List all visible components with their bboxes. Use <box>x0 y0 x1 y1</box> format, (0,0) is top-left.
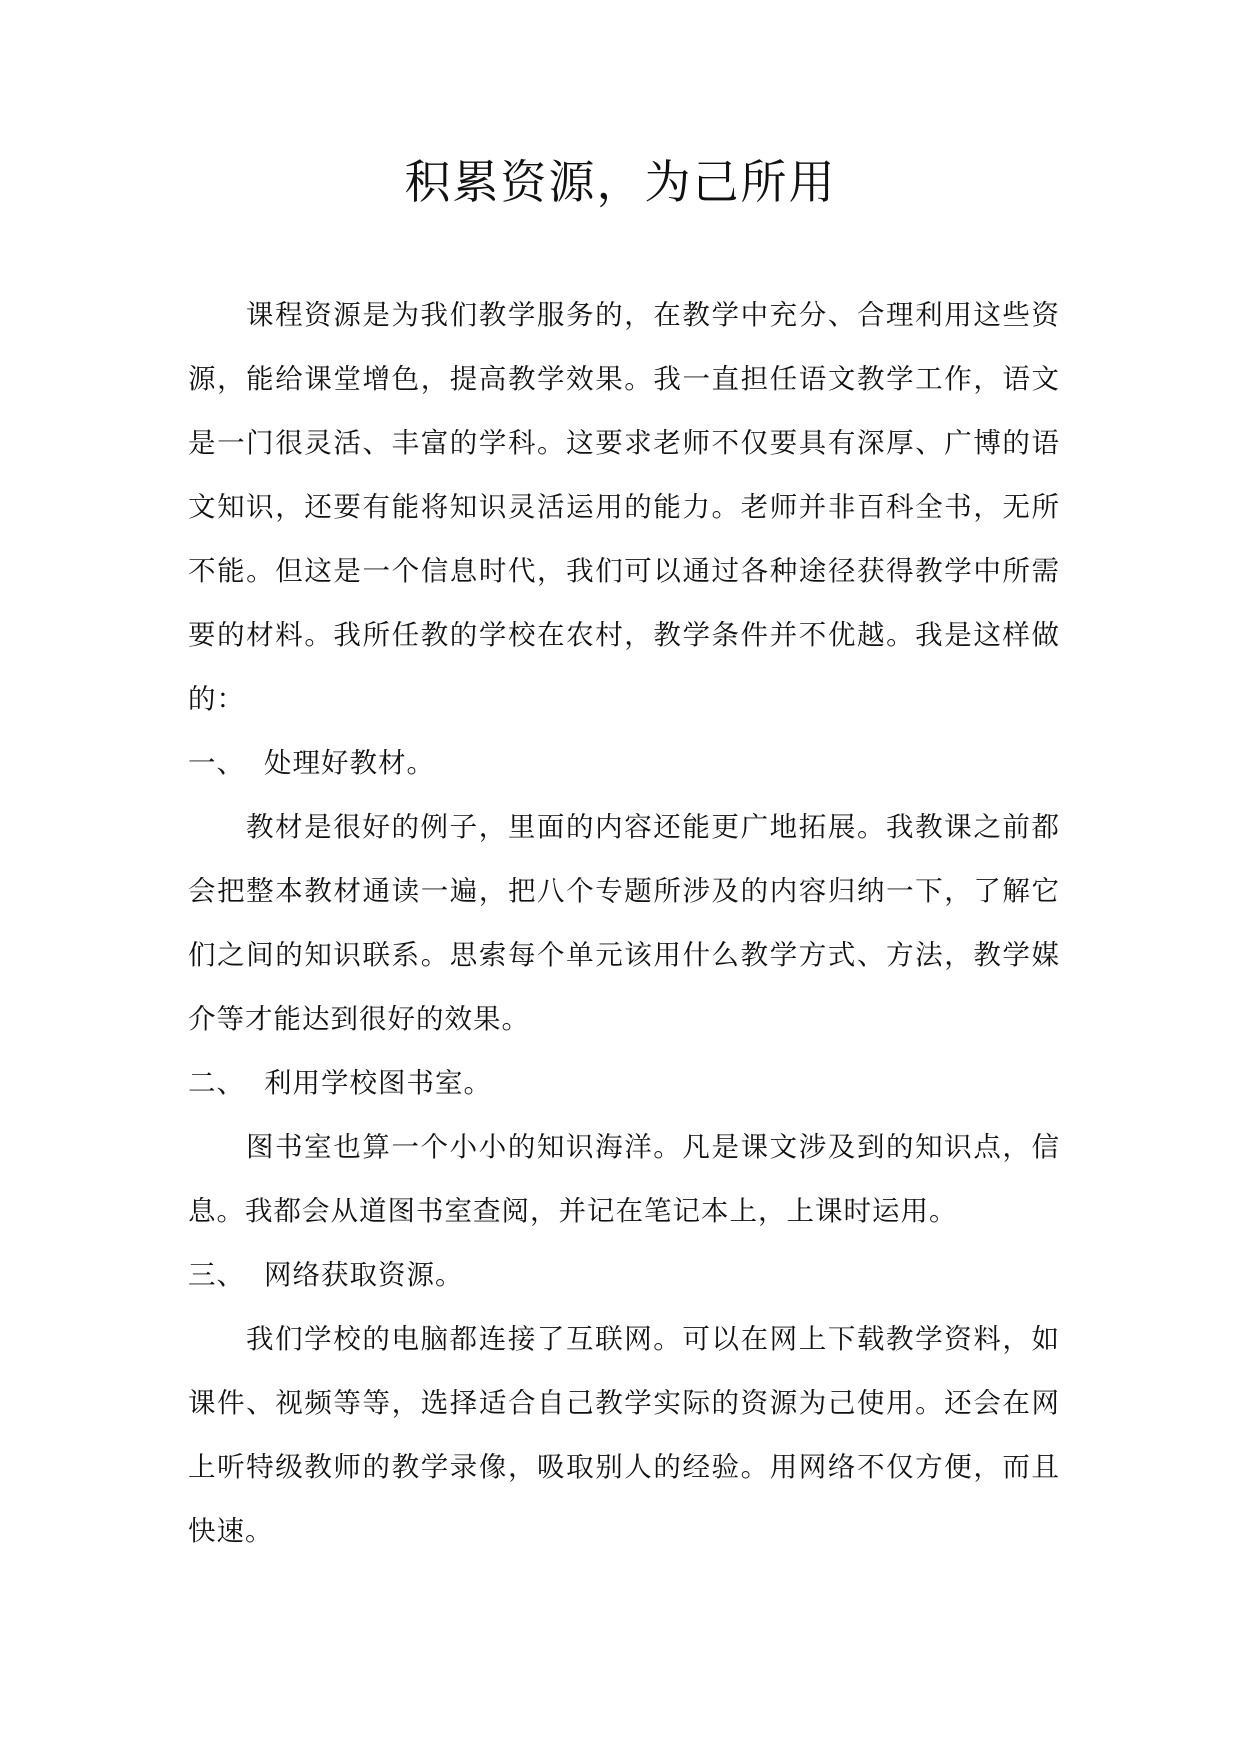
section-heading-text: 网络获取资源。 <box>264 1259 464 1291</box>
intro-paragraph: 课程资源是为我们教学服务的，在教学中充分、合理利用这些资源，能给课堂增色，提高教学效果。我一直担任语文教学工作，语文是一门很灵活、丰富的学科。这要求老师不仅要具有深厚、广博的语文知识，还要有能将知识灵活运用的能力。老师并非百科全书，无所不能。但这是一个信息时代，我们可以通过各种途径获得教学中所需要的材料。我所任教的学校在农村，教学条件并不优越。我是这样做的： <box>188 299 1060 715</box>
document-body <box>188 283 1060 1563</box>
section-paragraph-2: 图书室也算一个小小的知识海洋。凡是课文涉及到的知识点，信息。我都会从道图书室查阅，并记在笔记本上，上课时运用。 <box>188 1131 1060 1227</box>
section-number: 一、 <box>188 747 245 779</box>
section-number: 三、 <box>188 1259 245 1291</box>
section-heading-2 <box>188 1051 1060 1115</box>
section-number: 二、 <box>188 1067 245 1099</box>
section-heading-1 <box>188 731 1060 795</box>
section-heading-text: 利用学校图书室。 <box>264 1067 492 1099</box>
page-title: 积累资源，为己所用 <box>404 155 837 209</box>
section-paragraph-3: 我们学校的电脑都连接了互联网。可以在网上下载教学资料，如课件、视频等等，选择适合自己教学实际的资源为己使用。还会在网上听特级教师的教学录像，吸取别人的经验。用网络不仅方便，而且快速。 <box>188 1323 1060 1547</box>
section-heading-3 <box>188 1243 1060 1307</box>
section-paragraph-1: 教材是很好的例子，里面的内容还能更广地拓展。我教课之前都会把整本教材通读一遍，把八个专题所涉及的内容归纳一下，了解它们之间的知识联系。思索每个单元该用什么教学方式、方法，教学媒介等才能达到很好的效果。 <box>188 811 1060 1035</box>
section-heading-text: 处理好教材。 <box>264 747 435 779</box>
